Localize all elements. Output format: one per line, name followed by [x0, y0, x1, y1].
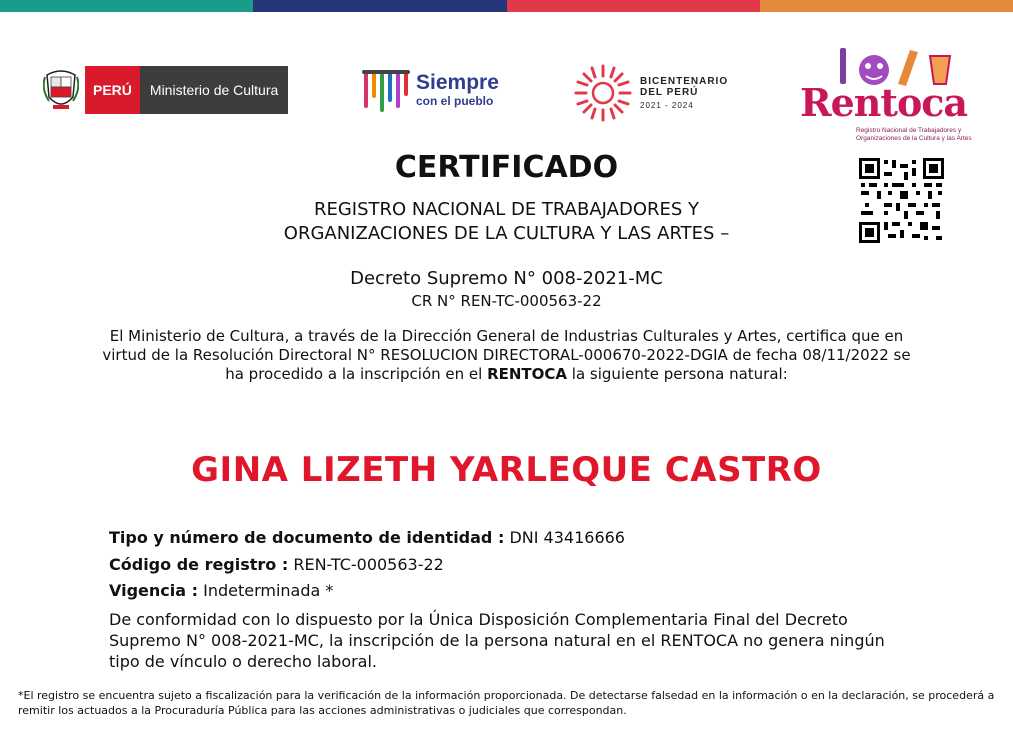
person-name: GINA LIZETH YARLEQUE CASTRO: [191, 450, 822, 490]
cr-number: CR N° REN-TC-000563-22: [411, 292, 602, 310]
del-peru-label: DEL PERÚ: [640, 87, 699, 99]
body-text-part-2: la siguiente persona natural:: [567, 365, 788, 383]
bicentenario-years: 2021 - 2024: [640, 100, 694, 110]
document-identity-value: DNI 43416666: [509, 528, 625, 547]
validity-row: [109, 581, 909, 600]
con-el-pueblo-label: con el pueblo: [416, 93, 494, 108]
registro-line-2: ORGANIZACIONES DE LA CULTURA Y LAS ARTES –: [283, 223, 730, 244]
document-identity-row: [109, 528, 909, 547]
bicentenario-logo: [572, 62, 728, 124]
top-color-bar: [0, 0, 1013, 12]
registro-heading: [0, 198, 1013, 246]
ministerio-label: Ministerio de Cultura: [140, 66, 288, 114]
peru-coat-of-arms-icon: [43, 67, 79, 113]
registro-line-1: REGISTRO NACIONAL DE TRABAJADORES Y: [313, 199, 700, 220]
footnote: *El registro se encuentra sujeto a fiscalización para la verificación de la información proporcionada. De detectarse falsedad en la información o en la declaración, se procederá a remitir los actuados a la Procuraduría Pública para las acciones administrativas o judiciales que correspondan.: [18, 689, 995, 717]
top-bar-segment-orange: [760, 0, 1013, 12]
bicentenario-sunburst-icon: [572, 62, 634, 124]
decreto-supremo: Decreto Supremo N° 008-2021-MC: [350, 268, 663, 289]
top-bar-segment-teal: [0, 0, 253, 12]
registration-code-label: Código de registro :: [109, 555, 289, 574]
registration-code-row: [109, 555, 909, 574]
conformidad-paragraph: De conformidad con lo dispuesto por la Única Disposición Complementaria Final del Decreto Supremo N° 008-2021-MC, la inscripción de la persona natural en el RENTOCA no genera ningún tipo de vínculo o derecho laboral.: [109, 610, 885, 671]
registration-code-value: REN-TC-000563-22: [293, 555, 444, 574]
validity-value: Indeterminada *: [203, 581, 334, 600]
top-bar-segment-red: [507, 0, 760, 12]
document-identity-label: Tipo y número de documento de identidad :: [109, 528, 505, 547]
ministerio-cultura-logo: [43, 66, 288, 114]
validity-label: Vigencia :: [109, 581, 199, 600]
certificate-title: CERTIFICADO: [394, 150, 619, 185]
rentoca-subtitle: Registro Nacional de Trabajadores y Organizaciones de la Cultura y las Artes: [856, 127, 972, 142]
bicentenario-label: BICENTENARIO: [640, 75, 729, 87]
body-text-part-1: El Ministerio de Cultura, a través de la Dirección General de Industrias Culturales y Artes, certifica que en virtud de la Resolución Directoral N° RESOLUCION DIRECTORAL-000670-2022-DGIA de fecha 08/11/2022 se ha procedido a la inscripción en el: [102, 327, 911, 383]
siempre-con-el-pueblo-logo: [362, 66, 499, 112]
certification-paragraph: [100, 327, 913, 384]
peru-label: PERÚ: [85, 66, 140, 114]
rentoca-wordmark: Rentoca: [800, 80, 968, 125]
body-text-rentoca: RENTOCA: [487, 365, 568, 383]
colored-figures-icon: [362, 66, 410, 112]
top-bar-segment-navy: [253, 0, 506, 12]
siempre-label: Siempre: [416, 70, 499, 94]
